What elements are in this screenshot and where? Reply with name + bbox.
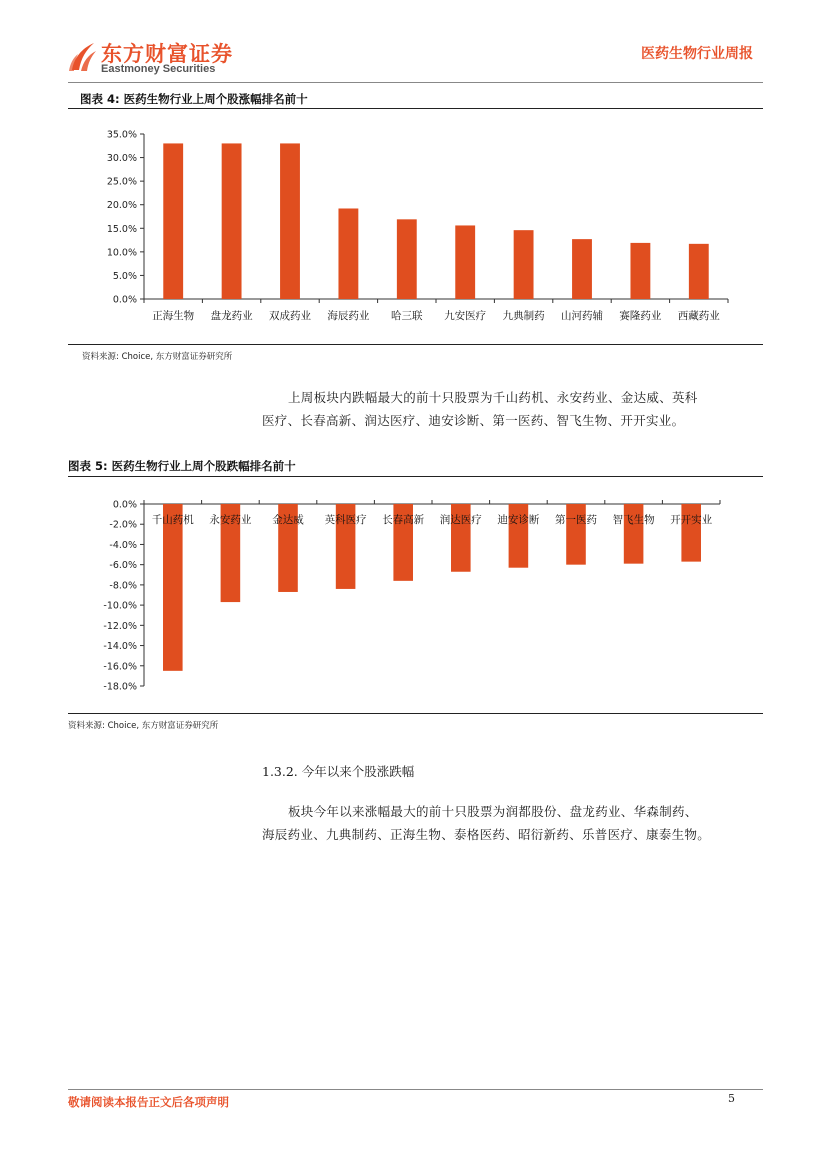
bar [514, 230, 534, 299]
x-category-label: 英科医疗 [324, 514, 367, 526]
x-category-label: 双成药业 [269, 310, 311, 322]
bar [163, 143, 183, 299]
bar [455, 225, 475, 299]
bar [163, 504, 183, 671]
x-category-label: 开开实业 [670, 514, 713, 526]
y-tick-label: -12.0% [103, 620, 137, 632]
x-category-label: 第一医药 [555, 514, 597, 526]
footer-disclaimer: 敬请阅读本报告正文后各项声明 [68, 1095, 229, 1109]
x-category-label: 山河药辅 [561, 310, 603, 322]
x-category-label: 哈三联 [391, 310, 423, 322]
x-category-label: 迪安诊断 [497, 514, 540, 526]
page-number: 5 [728, 1092, 735, 1105]
y-tick-label: 0.0% [112, 294, 137, 306]
y-tick-label: -4.0% [109, 539, 137, 551]
bar [689, 244, 709, 299]
y-tick-label: 25.0% [106, 176, 137, 188]
paragraph-decliners [262, 386, 698, 432]
x-category-label: 润达医疗 [439, 514, 482, 526]
bar [572, 239, 592, 299]
figure4-title: 图表 4: 医药生物行业上周个股涨幅排名前十 [80, 92, 308, 106]
paragraph-line: 上周板块内跌幅最大的前十只股票为千山药机、永安药业、金达威、英科 [288, 390, 698, 405]
bar [630, 243, 650, 299]
figure5-source: 资料来源: Choice, 东方财富证券研究所 [68, 721, 219, 731]
x-category-label: 金达威 [272, 514, 304, 526]
bar [280, 143, 300, 299]
section-heading: 1.3.2. 今年以来个股涨跌幅 [262, 764, 415, 779]
logo-chinese-name: 东方财富证券 [101, 42, 233, 66]
bar [681, 504, 701, 562]
y-tick-label: 5.0% [112, 270, 137, 282]
x-category-label: 九典制药 [502, 310, 545, 322]
y-tick-label: -6.0% [109, 560, 137, 572]
paragraph-line: 医疗、长春高新、润达医疗、迪安诊断、第一医药、智飞生物、开开实业。 [262, 413, 685, 428]
eastmoney-logo-icon [68, 40, 98, 74]
y-tick-label: 30.0% [106, 153, 137, 165]
x-category-label: 正海生物 [152, 310, 195, 322]
x-category-label: 盘龙药业 [210, 310, 253, 322]
figure4-bottom-rule [68, 344, 763, 345]
y-tick-label: -8.0% [109, 580, 137, 592]
footer-rule [68, 1089, 763, 1090]
figure5-title: 图表 5: 医药生物行业上周个股跌幅排名前十 [68, 459, 296, 473]
x-category-label: 九安医疗 [444, 310, 487, 322]
x-category-label: 海辰药业 [327, 310, 370, 322]
bar [222, 143, 242, 299]
y-tick-label: -16.0% [103, 661, 137, 673]
y-tick-label: -14.0% [103, 641, 137, 653]
report-type-title: 医药生物行业周报 [641, 46, 753, 62]
y-tick-label: 0.0% [112, 499, 137, 511]
paragraph-line: 板块今年以来涨幅最大的前十只股票为润都股份、盘龙药业、华森制药、 [288, 804, 698, 819]
x-category-label: 长春高新 [382, 514, 425, 526]
bar [397, 219, 417, 299]
y-tick-label: 10.0% [106, 247, 137, 259]
x-category-label: 赛隆药业 [619, 310, 662, 322]
figure5-bottom-rule [68, 713, 763, 714]
figure5-chart [68, 494, 763, 699]
x-category-label: 西藏药业 [677, 310, 720, 322]
x-category-label: 智飞生物 [612, 514, 655, 526]
y-tick-label: -10.0% [103, 600, 137, 612]
figure4-chart [68, 112, 763, 342]
x-category-label: 永安药业 [209, 514, 252, 526]
y-tick-label: 35.0% [106, 129, 137, 141]
logo-english-name: Eastmoney Securities [101, 63, 216, 75]
y-tick-label: 20.0% [106, 200, 137, 212]
bar [624, 504, 644, 564]
figure4-top-rule [68, 108, 763, 109]
y-tick-label: -18.0% [103, 681, 137, 693]
paragraph-ytd-gainers [262, 800, 710, 846]
header-rule [68, 82, 763, 83]
figure5-top-rule [68, 476, 763, 477]
y-tick-label: -2.0% [109, 519, 137, 531]
paragraph-line: 海辰药业、九典制药、正海生物、泰格医药、昭衍新药、乐普医疗、康泰生物。 [262, 827, 711, 842]
x-category-label: 千山药机 [151, 514, 194, 526]
y-tick-label: 15.0% [106, 223, 137, 235]
figure4-source: 资料来源: Choice, 东方财富证券研究所 [82, 352, 233, 362]
bar [338, 208, 358, 299]
